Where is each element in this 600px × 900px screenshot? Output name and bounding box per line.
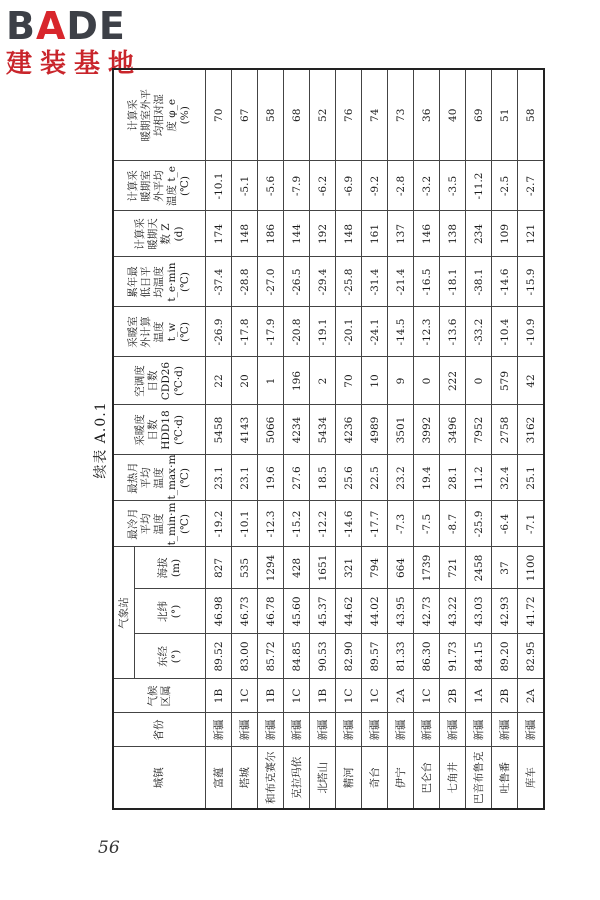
cell-alt: 428 bbox=[284, 547, 310, 589]
cell-days: 161 bbox=[362, 211, 388, 257]
cell-alt: 1739 bbox=[414, 547, 440, 589]
table-row bbox=[258, 69, 284, 809]
header-altitude: 海拔 (m) bbox=[135, 547, 206, 589]
cell-zone: 1C bbox=[336, 679, 362, 713]
cell-tw: -20.1 bbox=[336, 307, 362, 357]
cell-city: 伊宁 bbox=[388, 747, 414, 809]
cell-alt: 827 bbox=[206, 547, 232, 589]
cell-temin: -18.1 bbox=[440, 257, 466, 307]
cell-cdd: 222 bbox=[440, 357, 466, 405]
header-city: 城镇 bbox=[113, 747, 206, 809]
header-hottest-month-temp: 最热月 平均 温度 t_max·m (℃) bbox=[113, 455, 206, 501]
cell-rh: 58 bbox=[518, 69, 545, 161]
cell-hdd: 5458 bbox=[206, 405, 232, 455]
cell-alt: 721 bbox=[440, 547, 466, 589]
cell-hdd: 4234 bbox=[284, 405, 310, 455]
cell-tw: -12.3 bbox=[414, 307, 440, 357]
cell-cdd: 196 bbox=[284, 357, 310, 405]
cell-province: 新疆 bbox=[258, 713, 284, 747]
cell-province: 新疆 bbox=[284, 713, 310, 747]
cell-zone: 1B bbox=[258, 679, 284, 713]
cell-tmax: 23.2 bbox=[388, 455, 414, 501]
cell-temin: -31.4 bbox=[362, 257, 388, 307]
cell-lon: 83.00 bbox=[232, 634, 258, 679]
cell-rh: 58 bbox=[258, 69, 284, 161]
logo-subtitle: 建装基地 bbox=[6, 49, 143, 79]
cell-alt: 1651 bbox=[310, 547, 336, 589]
cell-alt: 1100 bbox=[518, 547, 545, 589]
cell-te: -2.7 bbox=[518, 161, 545, 211]
cell-cdd: 0 bbox=[466, 357, 492, 405]
cell-rh: 67 bbox=[232, 69, 258, 161]
cell-province: 新疆 bbox=[492, 713, 518, 747]
cell-city: 奇台 bbox=[362, 747, 388, 809]
cell-days: 192 bbox=[310, 211, 336, 257]
cell-days: 146 bbox=[414, 211, 440, 257]
cell-tw: -19.1 bbox=[310, 307, 336, 357]
cell-city: 吐鲁番 bbox=[492, 747, 518, 809]
cell-rh: 36 bbox=[414, 69, 440, 161]
cell-province: 新疆 bbox=[440, 713, 466, 747]
cell-days: 148 bbox=[232, 211, 258, 257]
climate-data-table bbox=[112, 68, 545, 810]
cell-tw: -24.1 bbox=[362, 307, 388, 357]
header-climate-zone: 气候 区属 bbox=[113, 679, 206, 713]
cell-lat: 42.73 bbox=[414, 589, 440, 634]
cell-tmax: 18.5 bbox=[310, 455, 336, 501]
cell-lat: 46.98 bbox=[206, 589, 232, 634]
header-longitude: 东经 (°) bbox=[135, 634, 206, 679]
header-relative-humidity: 计算采 暖期室外平 均相对湿 度 φ_e (%) bbox=[113, 69, 206, 161]
cell-days: 121 bbox=[518, 211, 545, 257]
cell-te: -11.2 bbox=[466, 161, 492, 211]
header-coldest-month-temp: 最冷月 平均 温度 t_min·m (℃) bbox=[113, 501, 206, 547]
cell-days: 109 bbox=[492, 211, 518, 257]
cell-tmin: -8.7 bbox=[440, 501, 466, 547]
cell-te: -9.2 bbox=[362, 161, 388, 211]
table-row bbox=[466, 69, 492, 809]
header-outdoor-design-temp: 采暖室 外计算 温度 t_w (℃) bbox=[113, 307, 206, 357]
cell-alt: 535 bbox=[232, 547, 258, 589]
cell-te: -5.6 bbox=[258, 161, 284, 211]
cell-tmax: 22.5 bbox=[362, 455, 388, 501]
cell-rh: 51 bbox=[492, 69, 518, 161]
page-number: 56 bbox=[98, 838, 120, 858]
cell-hdd: 5066 bbox=[258, 405, 284, 455]
cell-hdd: 3162 bbox=[518, 405, 545, 455]
cell-lon: 89.20 bbox=[492, 634, 518, 679]
cell-tmin: -7.5 bbox=[414, 501, 440, 547]
header-min-daily-mean-temp: 累年最 低日平 均温度 t_e·min (℃) bbox=[113, 257, 206, 307]
cell-temin: -16.5 bbox=[414, 257, 440, 307]
cell-tmax: 25.1 bbox=[518, 455, 545, 501]
cell-tw: -33.2 bbox=[466, 307, 492, 357]
cell-city: 巴仑台 bbox=[414, 747, 440, 809]
cell-tw: -20.8 bbox=[284, 307, 310, 357]
cell-alt: 321 bbox=[336, 547, 362, 589]
cell-zone: 1C bbox=[284, 679, 310, 713]
cell-cdd: 10 bbox=[362, 357, 388, 405]
cell-temin: -38.1 bbox=[466, 257, 492, 307]
cell-province: 新疆 bbox=[232, 713, 258, 747]
cell-hdd: 2758 bbox=[492, 405, 518, 455]
table-row bbox=[206, 69, 232, 809]
cell-hdd: 7952 bbox=[466, 405, 492, 455]
cell-tmin: -25.9 bbox=[466, 501, 492, 547]
cell-temin: -21.4 bbox=[388, 257, 414, 307]
cell-lon: 82.95 bbox=[518, 634, 545, 679]
cell-tmin: -6.4 bbox=[492, 501, 518, 547]
cell-te: -2.8 bbox=[388, 161, 414, 211]
cell-days: 234 bbox=[466, 211, 492, 257]
cell-zone: 2B bbox=[440, 679, 466, 713]
cell-temin: -26.5 bbox=[284, 257, 310, 307]
cell-lat: 45.37 bbox=[310, 589, 336, 634]
cell-alt: 664 bbox=[388, 547, 414, 589]
cell-tmin: -12.2 bbox=[310, 501, 336, 547]
cell-zone: 1C bbox=[362, 679, 388, 713]
cell-temin: -25.8 bbox=[336, 257, 362, 307]
cell-cdd: 579 bbox=[492, 357, 518, 405]
cell-lat: 42.93 bbox=[492, 589, 518, 634]
cell-cdd: 0 bbox=[414, 357, 440, 405]
table-row bbox=[388, 69, 414, 809]
logo-letters-de: DE bbox=[66, 4, 126, 48]
cell-cdd: 70 bbox=[336, 357, 362, 405]
table-row bbox=[518, 69, 545, 809]
cell-lon: 91.73 bbox=[440, 634, 466, 679]
cell-zone: 2A bbox=[518, 679, 545, 713]
cell-zone: 1B bbox=[206, 679, 232, 713]
cell-lat: 43.95 bbox=[388, 589, 414, 634]
cell-temin: -28.8 bbox=[232, 257, 258, 307]
cell-rh: 69 bbox=[466, 69, 492, 161]
cell-tmax: 28.1 bbox=[440, 455, 466, 501]
cell-tmin: -7.3 bbox=[388, 501, 414, 547]
cell-province: 新疆 bbox=[310, 713, 336, 747]
cell-rh: 52 bbox=[310, 69, 336, 161]
cell-tmax: 32.4 bbox=[492, 455, 518, 501]
cell-city: 北塔山 bbox=[310, 747, 336, 809]
cell-tmin: -7.1 bbox=[518, 501, 545, 547]
cell-rh: 68 bbox=[284, 69, 310, 161]
cell-lon: 89.52 bbox=[206, 634, 232, 679]
cell-te: -3.2 bbox=[414, 161, 440, 211]
cell-te: -10.1 bbox=[206, 161, 232, 211]
cell-tmin: -12.3 bbox=[258, 501, 284, 547]
table-body bbox=[206, 69, 545, 809]
cell-te: -5.1 bbox=[232, 161, 258, 211]
cell-hdd: 4236 bbox=[336, 405, 362, 455]
cell-days: 186 bbox=[258, 211, 284, 257]
cell-zone: 2A bbox=[388, 679, 414, 713]
cell-lat: 45.60 bbox=[284, 589, 310, 634]
cell-lon: 86.30 bbox=[414, 634, 440, 679]
cell-te: -6.9 bbox=[336, 161, 362, 211]
table-row bbox=[440, 69, 466, 809]
cell-lon: 82.90 bbox=[336, 634, 362, 679]
cell-cdd: 22 bbox=[206, 357, 232, 405]
cell-tw: -17.9 bbox=[258, 307, 284, 357]
cell-city: 库车 bbox=[518, 747, 545, 809]
cell-province: 新疆 bbox=[336, 713, 362, 747]
cell-tmin: -14.6 bbox=[336, 501, 362, 547]
cell-hdd: 3496 bbox=[440, 405, 466, 455]
cell-lon: 81.33 bbox=[388, 634, 414, 679]
cell-days: 137 bbox=[388, 211, 414, 257]
table-row bbox=[284, 69, 310, 809]
cell-lat: 46.73 bbox=[232, 589, 258, 634]
cell-city: 巴音布鲁克 bbox=[466, 747, 492, 809]
cell-hdd: 5434 bbox=[310, 405, 336, 455]
cell-tmax: 19.4 bbox=[414, 455, 440, 501]
cell-temin: -29.4 bbox=[310, 257, 336, 307]
cell-tmin: -10.1 bbox=[232, 501, 258, 547]
cell-province: 新疆 bbox=[518, 713, 545, 747]
cell-lat: 43.03 bbox=[466, 589, 492, 634]
logo-letter-b: B bbox=[6, 4, 36, 48]
cell-province: 新疆 bbox=[388, 713, 414, 747]
cell-temin: -15.9 bbox=[518, 257, 545, 307]
cell-temin: -37.4 bbox=[206, 257, 232, 307]
cell-rh: 74 bbox=[362, 69, 388, 161]
cell-rh: 40 bbox=[440, 69, 466, 161]
cell-te: -2.5 bbox=[492, 161, 518, 211]
cell-tmin: -19.2 bbox=[206, 501, 232, 547]
cell-tmax: 25.6 bbox=[336, 455, 362, 501]
header-heating-mean-temp: 计算采 暖期室 外平均 温度 t_e (℃) bbox=[113, 161, 206, 211]
logo-brand bbox=[6, 6, 176, 46]
cell-tw: -10.4 bbox=[492, 307, 518, 357]
table-row bbox=[362, 69, 388, 809]
cell-temin: -27.0 bbox=[258, 257, 284, 307]
cell-city: 精河 bbox=[336, 747, 362, 809]
cell-tmin: -17.7 bbox=[362, 501, 388, 547]
table-row bbox=[414, 69, 440, 809]
cell-cdd: 42 bbox=[518, 357, 545, 405]
logo-letter-a: A bbox=[35, 4, 67, 48]
table-row bbox=[232, 69, 258, 809]
cell-alt: 37 bbox=[492, 547, 518, 589]
cell-alt: 794 bbox=[362, 547, 388, 589]
table-row bbox=[336, 69, 362, 809]
cell-lon: 84.85 bbox=[284, 634, 310, 679]
cell-tmax: 23.1 bbox=[232, 455, 258, 501]
cell-zone: 1C bbox=[232, 679, 258, 713]
cell-province: 新疆 bbox=[362, 713, 388, 747]
cell-hdd: 3992 bbox=[414, 405, 440, 455]
cell-zone: 1A bbox=[466, 679, 492, 713]
cell-city: 七角井 bbox=[440, 747, 466, 809]
cell-lon: 85.72 bbox=[258, 634, 284, 679]
cell-tw: -26.9 bbox=[206, 307, 232, 357]
cell-zone: 1B bbox=[310, 679, 336, 713]
cell-city: 塔城 bbox=[232, 747, 258, 809]
cell-cdd: 2 bbox=[310, 357, 336, 405]
cell-temin: -14.6 bbox=[492, 257, 518, 307]
cell-lat: 41.72 bbox=[518, 589, 545, 634]
cell-tw: -10.9 bbox=[518, 307, 545, 357]
header-cdd26: 空调度 日数 CDD26 (℃·d) bbox=[113, 357, 206, 405]
cell-days: 174 bbox=[206, 211, 232, 257]
table-row bbox=[492, 69, 518, 809]
header-row-1 bbox=[113, 69, 135, 809]
cell-tw: -14.5 bbox=[388, 307, 414, 357]
cell-tw: -13.6 bbox=[440, 307, 466, 357]
cell-cdd: 20 bbox=[232, 357, 258, 405]
header-latitude: 北纬 (°) bbox=[135, 589, 206, 634]
cell-tmax: 19.6 bbox=[258, 455, 284, 501]
cell-province: 新疆 bbox=[466, 713, 492, 747]
cell-rh: 73 bbox=[388, 69, 414, 161]
cell-hdd: 4989 bbox=[362, 405, 388, 455]
rotated-table-block bbox=[90, 70, 598, 810]
cell-rh: 70 bbox=[206, 69, 232, 161]
cell-hdd: 3501 bbox=[388, 405, 414, 455]
cell-tmax: 27.6 bbox=[284, 455, 310, 501]
cell-alt: 2458 bbox=[466, 547, 492, 589]
cell-city: 富蕴 bbox=[206, 747, 232, 809]
cell-days: 144 bbox=[284, 211, 310, 257]
cell-hdd: 4143 bbox=[232, 405, 258, 455]
cell-zone: 2B bbox=[492, 679, 518, 713]
cell-alt: 1294 bbox=[258, 547, 284, 589]
cell-tmax: 23.1 bbox=[206, 455, 232, 501]
cell-lat: 43.22 bbox=[440, 589, 466, 634]
cell-rh: 76 bbox=[336, 69, 362, 161]
cell-lat: 44.02 bbox=[362, 589, 388, 634]
cell-zone: 1C bbox=[414, 679, 440, 713]
header-weather-station: 气象站 bbox=[113, 547, 135, 679]
cell-tw: -17.8 bbox=[232, 307, 258, 357]
cell-lat: 44.62 bbox=[336, 589, 362, 634]
header-hdd18: 采暖度 日数 HDD18 (℃·d) bbox=[113, 405, 206, 455]
table-row bbox=[310, 69, 336, 809]
cell-lon: 89.57 bbox=[362, 634, 388, 679]
table-title: 续表 A.0.1 bbox=[93, 401, 109, 479]
cell-province: 新疆 bbox=[206, 713, 232, 747]
cell-days: 148 bbox=[336, 211, 362, 257]
cell-province: 新疆 bbox=[414, 713, 440, 747]
cell-lat: 46.78 bbox=[258, 589, 284, 634]
cell-cdd: 1 bbox=[258, 357, 284, 405]
cell-city: 克拉玛依 bbox=[284, 747, 310, 809]
cell-lon: 84.15 bbox=[466, 634, 492, 679]
cell-cdd: 9 bbox=[388, 357, 414, 405]
cell-tmax: 11.2 bbox=[466, 455, 492, 501]
cell-te: -3.5 bbox=[440, 161, 466, 211]
header-heating-days: 计算采 暖期天 数 Z (d) bbox=[113, 211, 206, 257]
cell-days: 138 bbox=[440, 211, 466, 257]
header-province: 省份 bbox=[113, 713, 206, 747]
cell-te: -6.2 bbox=[310, 161, 336, 211]
cell-tmin: -15.2 bbox=[284, 501, 310, 547]
cell-city: 和布克赛尔 bbox=[258, 747, 284, 809]
cell-lon: 90.53 bbox=[310, 634, 336, 679]
cell-te: -7.9 bbox=[284, 161, 310, 211]
